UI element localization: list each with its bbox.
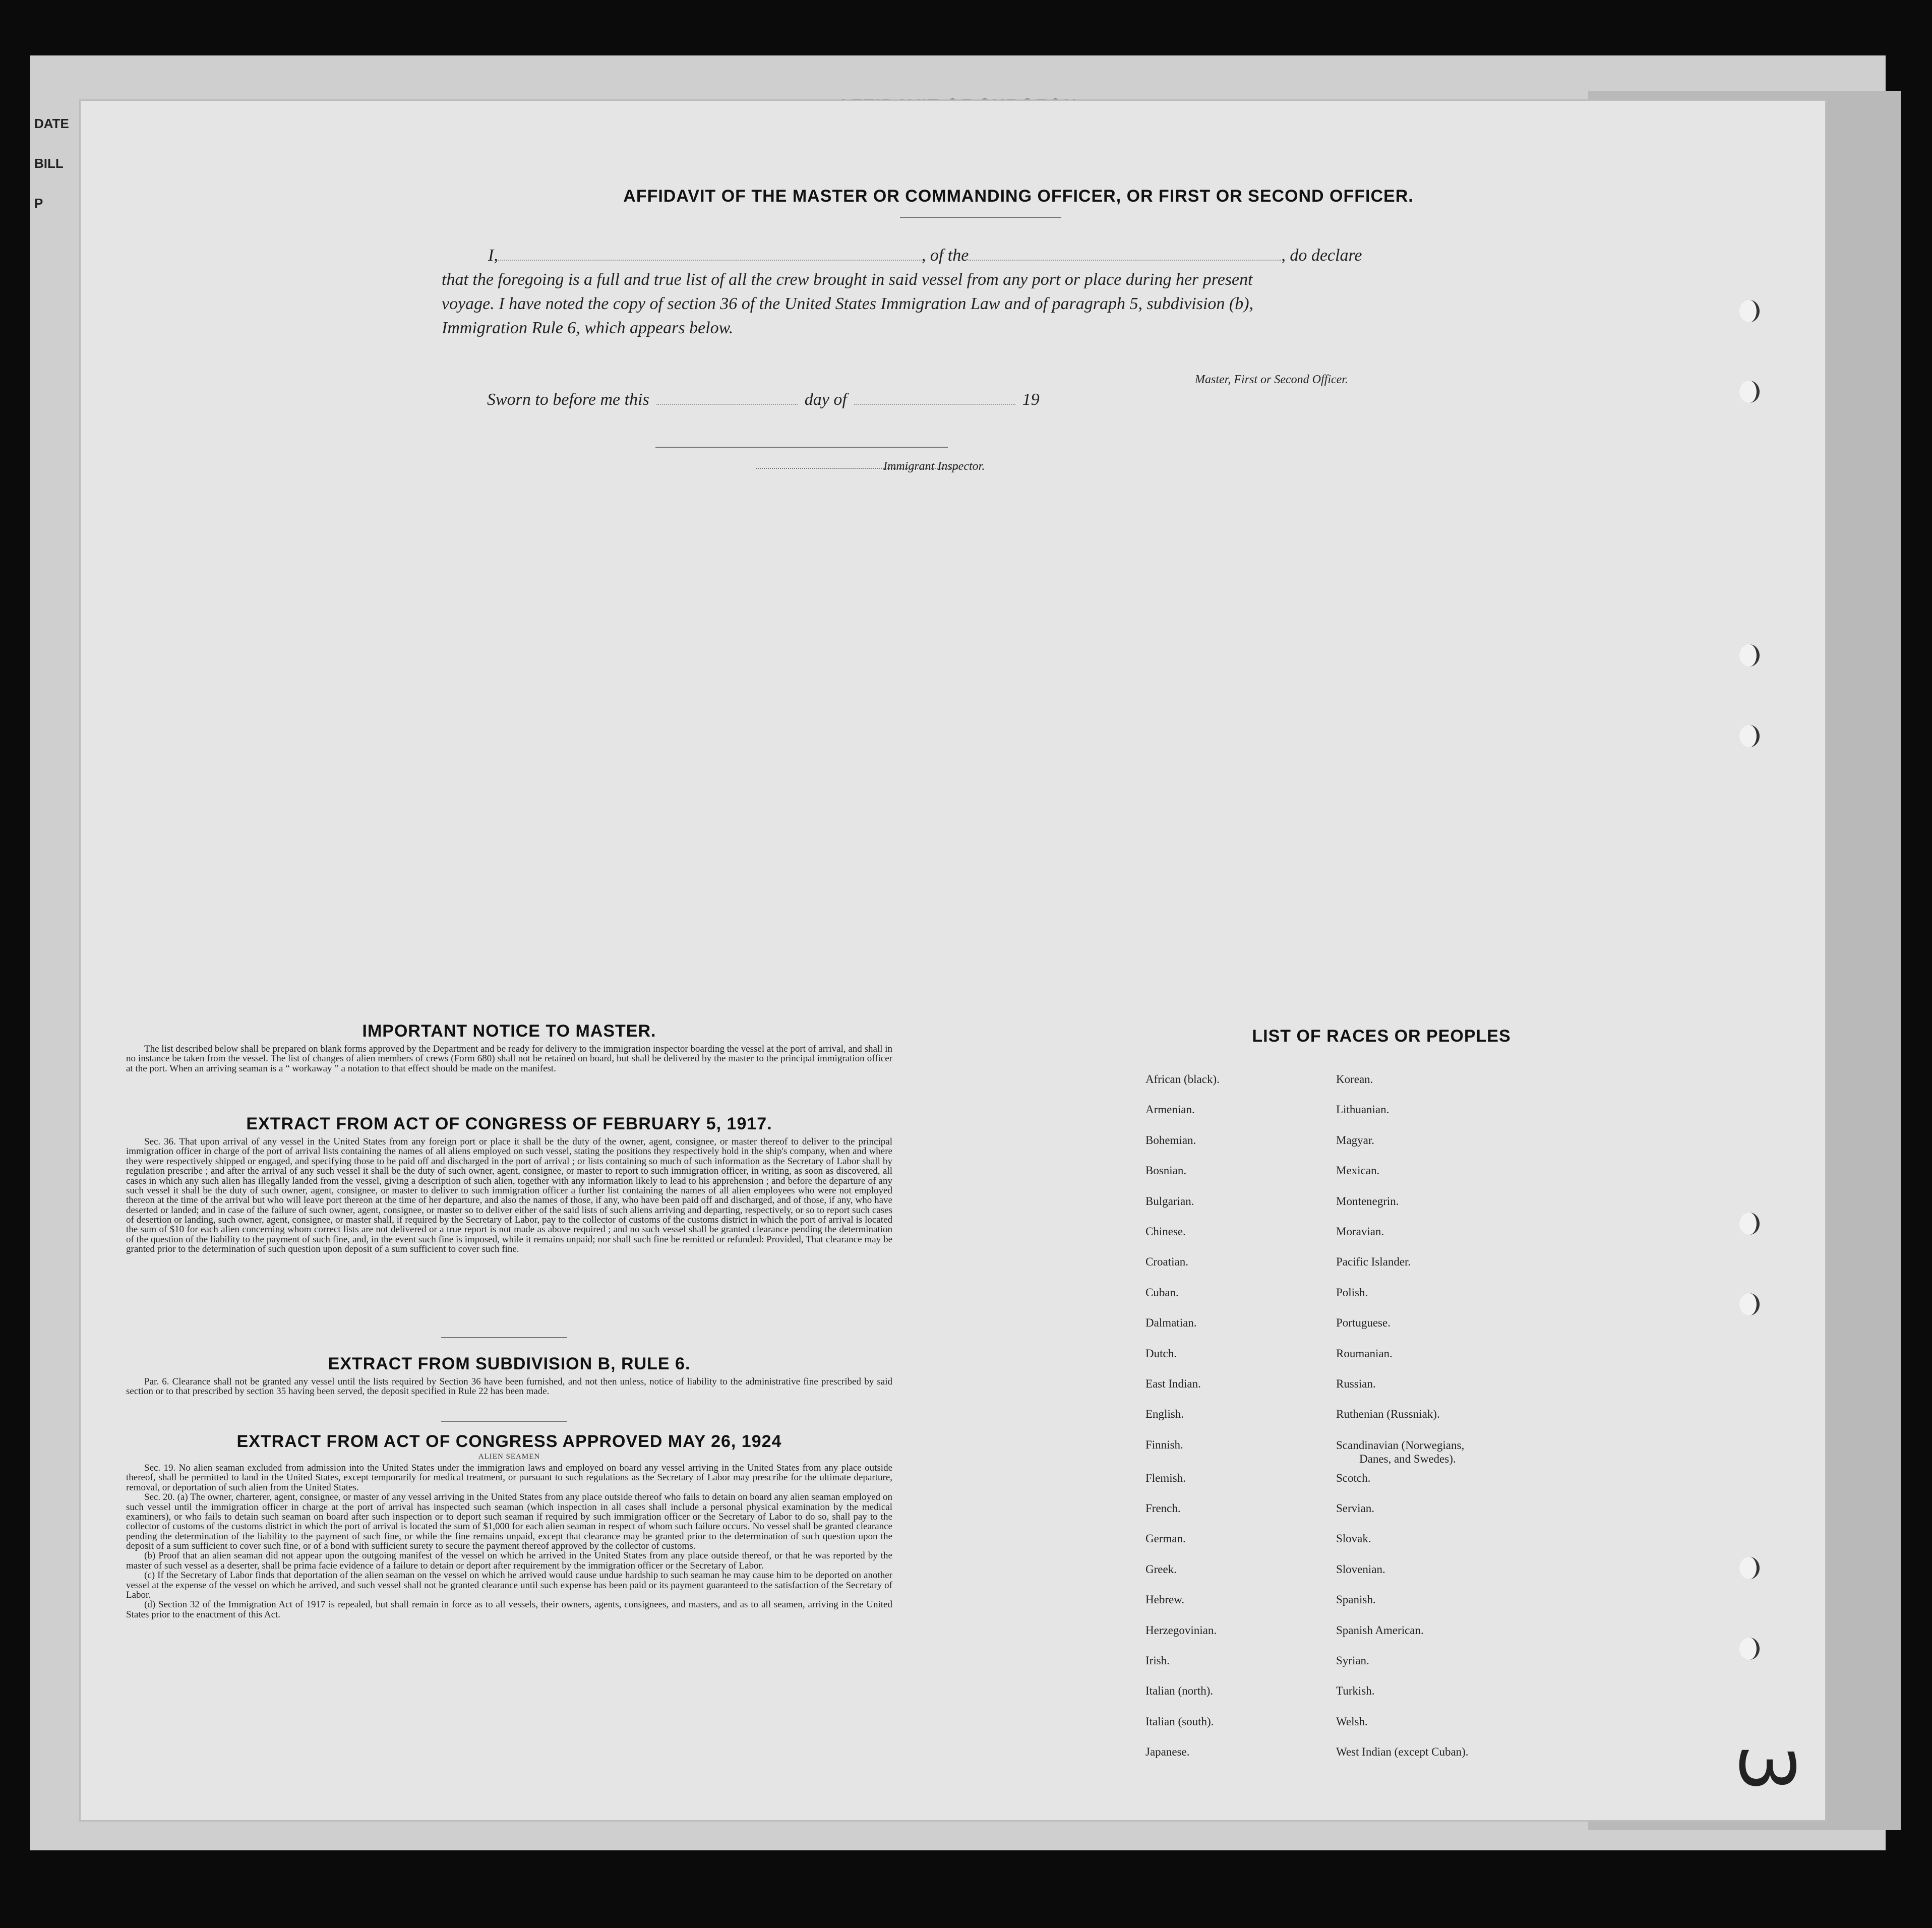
sec-20d-text — [126, 1600, 892, 1619]
sworn-line — [487, 390, 1040, 409]
race-item: Welsh. — [1336, 1715, 1368, 1728]
punch-hole — [1739, 381, 1760, 403]
divider-rule — [441, 1421, 567, 1422]
sec-19-body: Sec. 19. No alien seaman excluded from admission into the United States under the immigration laws and employed on board any vessel arriving in the United States from any place outside thereof, shall be permitted to land in the United States, except temporarily for medical treatment, or pursuant to such regulations as the Secretary of Labor may prescribe for the ultimate departure, removal, or deportation of such alien from the United States. — [126, 1463, 892, 1493]
race-item: Croatian. — [1145, 1255, 1188, 1269]
title-rule — [900, 217, 1061, 218]
extract-rule-6 — [126, 1354, 892, 1397]
important-notice — [126, 1021, 892, 1073]
extract-rule-6-heading: EXTRACT FROM SUBDIVISION B, RULE 6. — [328, 1354, 691, 1373]
race-item: Bosnian. — [1145, 1164, 1187, 1177]
race-item: Italian (north). — [1145, 1684, 1214, 1698]
master-signature-label: Master, First or Second Officer. — [1195, 373, 1348, 386]
affidavit-line-3: voyage. I have noted the copy of section 36 of the United States Immigration Law and of paragraph 5, subdivision (b), — [442, 294, 1254, 313]
affidavit-title: AFFIDAVIT OF THE MASTER OR COMMANDING OFFICER, OR FIRST OR SECOND OFFICER. — [623, 187, 1414, 206]
race-item: Dalmatian. — [1145, 1316, 1197, 1330]
race-item: Servian. — [1336, 1502, 1375, 1515]
notice-text-body: The list described below shall be prepared on blank forms approved by the Department and be ready for delivery to the immigration inspector boarding the vessel at the port of arrival, and shall in no instance be taken from the vessel. The list of changes of alien members of crews (Form 680) shall not be retained on board, but shall be delivered by the master to the principal immigration officer at the port. When an arriving seaman is a “ workaway ” a notation to that effect should be made on the manifest. — [126, 1044, 892, 1074]
race-item-line: Danes, and Swedes). — [1359, 1453, 1456, 1466]
month-blank — [854, 404, 1015, 405]
race-item: Italian (south). — [1145, 1715, 1214, 1728]
race-item: Scotch. — [1336, 1471, 1371, 1484]
strip-label-date: DATE — [34, 116, 69, 131]
sec-19-text — [126, 1463, 892, 1492]
race-item: Japanese. — [1145, 1745, 1190, 1759]
race-item: Herzegovinian. — [1145, 1623, 1217, 1637]
inspector-label: Immigrant Inspector. — [883, 460, 985, 473]
race-item: German. — [1145, 1532, 1186, 1545]
race-item: Russian. — [1336, 1377, 1376, 1390]
race-item: Spanish American. — [1336, 1623, 1424, 1637]
race-item: Magyar. — [1336, 1133, 1375, 1147]
extract-rule-6-body: Par. 6. Clearance shall not be granted any vessel until the lists required by Section 36 have been furnished, and not then unless, notice of liability to the administrative fine prescribed by said section or to that prescribed by section 35 having been served, the deposit specified in Rule 22 has been made. — [126, 1376, 892, 1397]
affidavit-line-2: that the foregoing is a full and true list of all the crew brought in said vessel from any port or place during her present — [442, 270, 1253, 289]
extract-1917-heading: EXTRACT FROM ACT OF CONGRESS OF FEBRUARY 5, 1917. — [246, 1114, 772, 1133]
divider-rule — [441, 1337, 567, 1338]
form-page — [81, 101, 1825, 1820]
race-item: French. — [1145, 1502, 1181, 1515]
handwritten-page-number: 3 — [1722, 1744, 1810, 1792]
sec-20b-body: (b) Proof that an alien seaman did not appear upon the outgoing manifest of the vessel on which he arrived in the United States from any place outside thereof, or that he was reported by the master of such vessel as a deserter, shall be prima facie evidence of a failure to detain or deport after requirement by the immigration officer or the Secretary of Labor. — [126, 1550, 892, 1571]
sec-20a-body: Sec. 20. (a) The owner, charterer, agent, consignee, or master of any vessel arriving in the United States from any place outside thereof who fails to detain on board any alien seaman employed on such vessel until the immigration officer in charge at the port of arrival has inspected such seaman (which inspection in all cases shall include a personal physical examination by the medical examiners), or who fails to detain such seaman on board after such inspection or to deport such seaman if required by such immigration officer or the Secretary of Labor to do so, shall pay to the collector of customs of the customs district in which the port of arrival is located the sum of $1,000 for each alien seaman in respect of whom such failure occurs. No vessel shall be granted clearance pending the determination of the liability to the payment of such fine, or while the fine remains unpaid, except that clearance may be granted prior to the determination of such question upon the deposit of a sum sufficient to cover such fine, or of a bond with sufficient surety to secure the payment thereof approved by the collector of customs. — [126, 1492, 892, 1551]
affidavit-line-1 — [488, 246, 1362, 265]
punch-hole — [1739, 1213, 1760, 1235]
affidavit-do-declare: , do declare — [1281, 246, 1362, 265]
race-item: Portuguese. — [1336, 1316, 1391, 1330]
race-item: Irish. — [1145, 1654, 1170, 1667]
race-item-line: Scandinavian (Norwegians, — [1336, 1438, 1465, 1452]
affidavit-of-the: , of the — [921, 246, 969, 265]
race-item: Ruthenian (Russniak). — [1336, 1408, 1440, 1421]
race-item: Polish. — [1336, 1286, 1368, 1299]
extract-1917 — [126, 1114, 892, 1254]
race-item: Montenegrin. — [1336, 1194, 1399, 1208]
race-item: African (black). — [1145, 1073, 1220, 1086]
extract-rule-6-text — [126, 1377, 892, 1397]
inspector-signature-line — [655, 447, 948, 448]
sworn-text: Sworn to before me this — [487, 390, 649, 409]
day-blank — [656, 404, 798, 405]
race-item: Lithuanian. — [1336, 1103, 1390, 1116]
race-item: Finnish. — [1145, 1438, 1183, 1451]
race-item: Hebrew. — [1145, 1593, 1185, 1606]
race-item: Greek. — [1145, 1562, 1177, 1576]
punch-hole — [1739, 1293, 1760, 1315]
races-right-column — [1336, 1073, 1469, 1776]
race-item: Korean. — [1336, 1073, 1373, 1086]
alien-seamen-subheading: ALIEN SEAMEN — [478, 1453, 540, 1461]
race-item: West Indian (except Cuban). — [1336, 1745, 1469, 1759]
punch-hole — [1739, 1638, 1760, 1660]
name-blank — [498, 260, 922, 261]
sec-20d-body: (d) Section 32 of the Immigration Act of 1917 is repealed, but shall remain in force as to all vessels, their owners, agents, consignees, and masters, and as to all seamen, arriving in the United States prior to the enactment of this Act. — [126, 1599, 892, 1620]
race-item: Pacific Islander. — [1336, 1255, 1411, 1269]
sec-20a-text — [126, 1492, 892, 1551]
notice-text — [126, 1044, 892, 1073]
notice-heading: IMPORTANT NOTICE TO MASTER. — [362, 1021, 656, 1041]
extract-1924-heading: EXTRACT FROM ACT OF CONGRESS APPROVED MAY 26, 1924 — [236, 1432, 782, 1451]
extract-1917-text — [126, 1137, 892, 1254]
race-item: Turkish. — [1336, 1684, 1375, 1698]
race-item: Bulgarian. — [1145, 1194, 1194, 1208]
race-item: English. — [1145, 1408, 1184, 1421]
affidavit-line-4: Immigration Rule 6, which appears below. — [442, 319, 734, 337]
race-item-scandinavian — [1336, 1438, 1469, 1472]
strip-label-bill: BILL — [34, 156, 64, 171]
races-title: LIST OF RACES OR PEOPLES — [1252, 1027, 1511, 1046]
race-item: Armenian. — [1145, 1103, 1195, 1116]
year-text: 19 — [1022, 390, 1040, 409]
left-edge-strip — [34, 116, 77, 235]
extract-1924 — [126, 1432, 892, 1619]
strip-label-p: P — [34, 196, 43, 211]
race-item: Syrian. — [1336, 1654, 1369, 1667]
punch-hole — [1739, 1557, 1760, 1579]
race-item: Chinese. — [1145, 1225, 1186, 1238]
races-left-column — [1145, 1073, 1220, 1776]
race-item: Slovenian. — [1336, 1562, 1385, 1576]
affidavit-i: I, — [488, 246, 498, 265]
race-item: Slovak. — [1336, 1532, 1371, 1545]
sec-20c-body: (c) If the Secretary of Labor finds that deportation of the alien seaman on the vessel on which he arrived would cause undue hardship to such seaman he may cause him to be deported on another vessel at the expense of the vessel on which he arrived, and such vessel shall not be granted clearance until such expense has been paid or its payment guaranteed to the satisfaction of the Secretary of Labor. — [126, 1570, 892, 1600]
race-item: Spanish. — [1336, 1593, 1376, 1606]
race-item: Moravian. — [1336, 1225, 1384, 1238]
race-item: East Indian. — [1145, 1377, 1201, 1390]
race-item: Cuban. — [1145, 1286, 1179, 1299]
extract-1917-body: Sec. 36. That upon arrival of any vessel in the United States from any foreign port or place it shall be the duty of the owner, agent, consignee, or master thereof to deliver to the principal immigration officer in charge of the port of arrival lists containing the names of all aliens employed on such vessel, stating the positions they respectively hold in the ship's company, when and where they were respectively shipped or engaged, and specifying those to be paid off and discharged in the port of arrival ; or lists containing so much of such information as the Secretary of Labor shall by regulation prescribe ; and after the arrival of any such vessel it shall be the duty of such owner, agent, consignee, or master to report to such immigration officer, in writing, as soon as discovered, all cases in which any such alien has illegally landed from the vessel, giving a description of such alien, together with any information likely to lead to his apprehension ; and before the departure of any such vessel it shall be the duty of such owner, agent, consignee, or master to deliver to such immigration officer a further list containing the names of all alien employees who were not employed thereon at the time of the arrival but who will leave port thereon at the time of her departure, and also the names of those, if any, who have been paid off and discharged, and of those, if any, who have deserted or landed; and in case of the failure of such owner, agent, consignee, or master so to deliver either of the said lists of such aliens arriving and departing, respectively, or so to report such cases of desertion or landing, such owner, agent, consignee, or master shall, if required by the Secretary of Labor, pay to the collector of customs of the customs district in which the port of arrival is located the sum of $10 for each alien concerning whom correct lists are not delivered or a true report is not made as above required ; and no such vessel shall be granted clearance pending the determination of the question of the liability to the payment of such fine, and, in the event such fine is imposed, while it remains unpaid; nor shall such fine be remitted or refunded: Provided, That clearance may be granted prior to the determination of such question upon deposit of a sum sufficient to cover such fine. — [126, 1136, 892, 1255]
sec-20c-text — [126, 1571, 892, 1600]
race-item: Dutch. — [1145, 1347, 1177, 1360]
vessel-blank — [969, 260, 1281, 261]
punch-hole — [1739, 644, 1760, 667]
race-item: Mexican. — [1336, 1164, 1380, 1177]
sec-20b-text — [126, 1551, 892, 1571]
punch-hole — [1739, 725, 1760, 747]
day-of-text: day of — [804, 390, 847, 409]
punch-hole — [1739, 300, 1760, 322]
race-item: Bohemian. — [1145, 1133, 1196, 1147]
race-item: Roumanian. — [1336, 1347, 1393, 1360]
race-item: Flemish. — [1145, 1471, 1186, 1484]
